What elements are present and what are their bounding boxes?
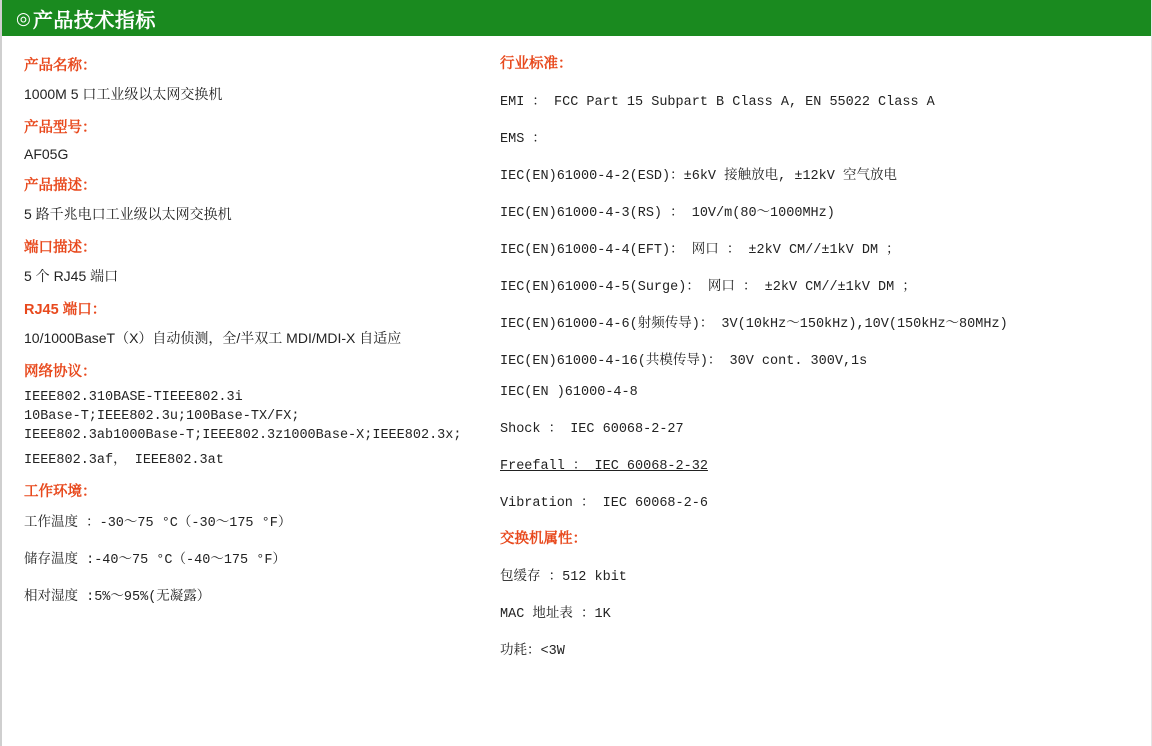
standard-line-common-mode: IEC(EN)61000-4-16(共模传导)： 30V cont. 300V,1s xyxy=(500,354,868,369)
standard-line-conducted-rf: IEC(EN)61000-4-6(射频传导)： 3V(10kHz～150kHz),10V(150kHz～80MHz) xyxy=(500,317,1008,332)
rj45-port-value: 10/1000BaseT（X）自动侦测，全/半双工 MDI/MDI-X 自适应 xyxy=(24,330,402,346)
product-name-value: 1000M 5 口工业级以太网交换机 xyxy=(24,86,223,102)
section-title-rj45-port: RJ45 端口： xyxy=(24,302,107,318)
relative-humidity-value: 相对湿度 :5%～95%(无凝露） xyxy=(24,590,211,605)
standard-line-surge: IEC(EN)61000-4-5(Surge)： 网口 ： ±2kV CM//±1kV DM ； xyxy=(500,280,916,295)
switch-mac-table-value: MAC 地址表 ：1K xyxy=(500,607,611,622)
left-column xyxy=(2,44,480,675)
switch-power-value: 功耗：<3W xyxy=(500,644,565,659)
section-title-operating-environment: 工作环境： xyxy=(24,484,97,500)
section-title-product-model: 产品型号： xyxy=(24,120,97,136)
network-protocol-line-2: 10Base-T;IEEE802.3u;100Base-TX/FX; xyxy=(24,409,300,424)
network-protocol-line-1: IEEE802.310BASE-TIEEE802.3i xyxy=(24,390,243,405)
storage-temperature-value: 储存温度 :-40～75 °C（-40～175 °F） xyxy=(24,553,286,568)
page-title: 产品技术指标 xyxy=(32,9,156,32)
right-column xyxy=(480,44,1140,675)
section-title-network-protocol: 网络协议： xyxy=(24,364,97,380)
standard-line-emi: EMI ： FCC Part 15 Subpart B Class A, EN 55022 Class A xyxy=(500,95,935,110)
standard-line-shock: Shock ： IEC 60068-2-27 xyxy=(500,422,684,437)
standard-line-ems: EMS ： xyxy=(500,132,546,147)
network-protocol-line-3: IEEE802.3ab1000Base-T;IEEE802.3z1000Base-X;IEEE802.3x; xyxy=(24,428,462,443)
port-description-value: 5 个 RJ45 端口 xyxy=(24,268,119,284)
page-header xyxy=(2,0,1151,36)
content-columns xyxy=(2,36,1151,675)
standard-line-61000-4-8: IEC(EN )61000-4-8 xyxy=(500,385,638,400)
standard-line-esd: IEC(EN)61000-4-2(ESD)：±6kV 接触放电, ±12kV 空气放电 xyxy=(500,169,897,184)
operating-temperature-value: 工作温度 ：-30～75 °C（-30～175 °F） xyxy=(24,516,292,531)
product-model-value: AF05G xyxy=(24,146,69,162)
product-description-value: 5 路千兆电口工业级以太网交换机 xyxy=(24,206,232,222)
section-title-switch-attributes: 交换机属性： xyxy=(500,531,587,547)
standard-line-freefall: Freefall ： IEC 60068-2-32 xyxy=(500,459,708,474)
section-title-product-name: 产品名称： xyxy=(24,58,97,74)
bullet-icon: ◎ xyxy=(16,8,31,28)
section-title-industry-standards: 行业标准： xyxy=(500,56,573,72)
standard-line-eft: IEC(EN)61000-4-4(EFT)： 网口 ： ±2kV CM//±1kV DM ； xyxy=(500,243,900,258)
network-protocol-values xyxy=(24,390,480,468)
standard-line-vibration: Vibration ： IEC 60068-2-6 xyxy=(500,496,708,511)
section-title-port-description: 端口描述： xyxy=(24,240,97,256)
switch-buffer-value: 包缓存 ：512 kbit xyxy=(500,570,627,585)
standard-line-rs: IEC(EN)61000-4-3(RS) ： 10V/m(80～1000MHz) xyxy=(500,206,835,221)
network-protocol-line-4: IEEE802.3af， IEEE802.3at xyxy=(24,453,224,468)
section-title-product-description: 产品描述： xyxy=(24,178,97,194)
